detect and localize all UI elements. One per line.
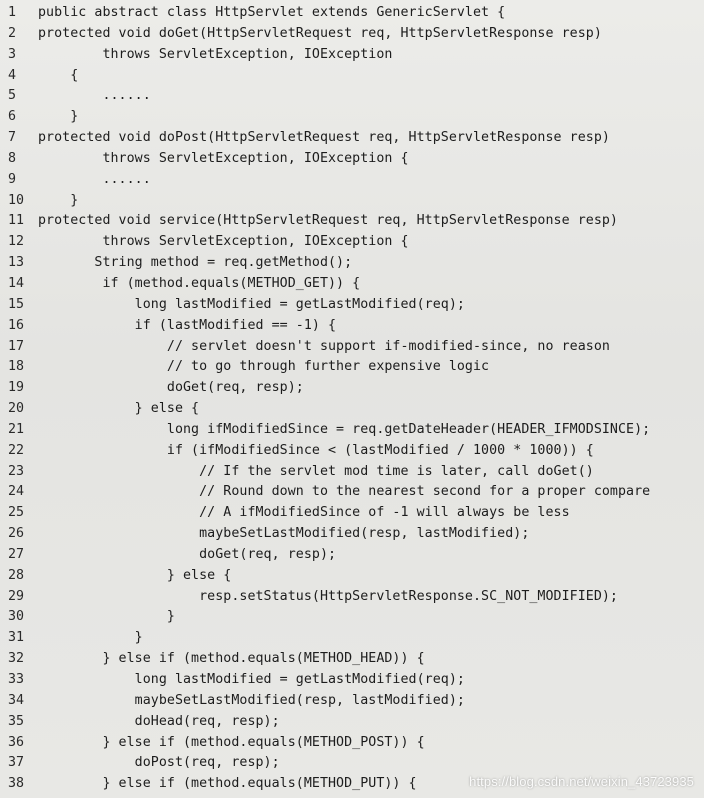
code-line	[0, 503, 704, 524]
line-code: public abstract class HttpServlet extends GenericServlet {	[38, 5, 506, 20]
code-line	[0, 733, 704, 754]
line-number: 3	[8, 46, 17, 62]
line-number: 14	[8, 275, 25, 291]
code-line	[0, 295, 704, 316]
code-line	[0, 566, 704, 587]
code-line	[0, 3, 704, 24]
code-line	[0, 66, 704, 87]
line-code: maybeSetLastModified(resp, lastModified);	[38, 692, 465, 708]
line-code: } else if (method.equals(METHOD_HEAD)) {	[38, 651, 425, 667]
code-line	[0, 628, 704, 649]
code-line	[0, 357, 704, 378]
line-code: doHead(req, resp);	[38, 713, 280, 729]
code-line	[0, 170, 704, 191]
line-code: String method = req.getMethod();	[38, 255, 353, 271]
code-line	[0, 607, 704, 628]
code-line	[0, 128, 704, 149]
line-number: 16	[8, 317, 25, 333]
line-code: doPost(req, resp);	[38, 755, 280, 771]
line-code: maybeSetLastModified(resp, lastModified);	[38, 526, 530, 542]
line-number: 19	[8, 380, 25, 396]
line-number: 2	[8, 25, 17, 41]
line-code: long lastModified = getLastModified(req);	[38, 296, 465, 312]
line-code: ......	[38, 171, 151, 187]
code-line	[0, 462, 704, 483]
line-number: 33	[8, 672, 25, 687]
line-number: 36	[8, 734, 25, 750]
line-number: 32	[8, 651, 25, 667]
code-line	[0, 649, 704, 670]
line-code: } else if (method.equals(METHOD_POST)) {	[38, 734, 425, 750]
line-code: {	[38, 67, 79, 83]
line-number: 25	[8, 505, 25, 521]
line-number: 22	[8, 442, 25, 458]
line-code: if (lastModified == -1) {	[38, 317, 337, 333]
code-line	[0, 524, 704, 545]
line-number: 11	[8, 213, 25, 229]
code-line	[0, 441, 704, 462]
line-number: 24	[8, 484, 25, 500]
line-number: 12	[8, 234, 25, 250]
code-line	[0, 378, 704, 399]
code-line	[0, 545, 704, 566]
line-code: if (method.equals(METHOD_GET)) {	[38, 275, 361, 291]
line-number: 31	[8, 630, 25, 646]
line-number: 18	[8, 359, 25, 375]
line-code: // Round down to the nearest second for a proper compare	[38, 484, 651, 500]
line-code: // servlet doesn't support if-modified-since, no reason	[38, 338, 610, 354]
line-number: 23	[8, 463, 25, 479]
code-line	[0, 232, 704, 253]
line-number: 34	[8, 692, 25, 708]
line-number: 1	[8, 5, 17, 20]
code-listing	[0, 3, 704, 795]
line-number: 29	[8, 588, 25, 604]
line-number: 26	[8, 526, 25, 542]
code-line	[0, 24, 704, 45]
line-code: } else {	[38, 401, 200, 417]
line-number: 17	[8, 338, 25, 354]
line-code: protected void service(HttpServletRequest req, HttpServletResponse resp)	[38, 213, 618, 229]
line-number: 7	[8, 130, 17, 146]
line-number: 4	[8, 67, 17, 83]
line-number: 15	[8, 296, 25, 312]
line-code: // to go through further expensive logic	[38, 359, 490, 375]
line-number: 30	[8, 609, 25, 625]
code-line	[0, 420, 704, 441]
code-line	[0, 253, 704, 274]
line-code: throws ServletException, IOException	[38, 46, 393, 62]
line-number: 5	[8, 88, 17, 104]
code-line	[0, 274, 704, 295]
watermark: https://blog.csdn.net/weixin_43723935	[469, 774, 694, 789]
line-code: resp.setStatus(HttpServletResponse.SC_NOT_MODIFIED);	[38, 588, 618, 604]
code-line	[0, 86, 704, 107]
line-code: }	[38, 109, 79, 125]
code-line	[0, 191, 704, 212]
line-code: } else {	[38, 567, 232, 583]
line-number: 38	[8, 776, 25, 792]
code-line	[0, 399, 704, 420]
line-code: throws ServletException, IOException {	[38, 234, 409, 250]
line-number: 10	[8, 192, 25, 208]
line-number: 37	[8, 755, 25, 771]
code-line	[0, 691, 704, 712]
line-code: }	[38, 192, 79, 208]
code-line	[0, 670, 704, 691]
line-code: ......	[38, 88, 151, 104]
code-line	[0, 149, 704, 170]
line-code: long lastModified = getLastModified(req);	[38, 672, 465, 687]
code-line	[0, 712, 704, 733]
line-code: protected void doPost(HttpServletRequest req, HttpServletResponse resp)	[38, 130, 610, 146]
line-code: // If the servlet mod time is later, call doGet()	[38, 463, 594, 479]
line-code: protected void doGet(HttpServletRequest req, HttpServletResponse resp)	[38, 25, 602, 41]
code-line	[0, 45, 704, 66]
line-code: throws ServletException, IOException {	[38, 150, 409, 166]
line-code: doGet(req, resp);	[38, 546, 337, 562]
code-line	[0, 337, 704, 358]
line-code: // A ifModifiedSince of -1 will always be less	[38, 505, 570, 521]
line-number: 27	[8, 546, 25, 562]
line-code: long ifModifiedSince = req.getDateHeader(HEADER_IFMODSINCE);	[38, 421, 651, 437]
line-number: 28	[8, 567, 25, 583]
line-number: 21	[8, 421, 25, 437]
code-line	[0, 753, 704, 774]
line-number: 35	[8, 713, 25, 729]
code-line	[0, 211, 704, 232]
line-code: } else if (method.equals(METHOD_PUT)) {	[38, 776, 417, 792]
line-number: 20	[8, 401, 25, 417]
code-line	[0, 482, 704, 503]
line-number: 9	[8, 171, 17, 187]
line-number: 13	[8, 255, 25, 271]
line-code: doGet(req, resp);	[38, 380, 304, 396]
code-line	[0, 316, 704, 337]
line-number: 8	[8, 150, 17, 166]
code-line	[0, 587, 704, 608]
line-code: }	[38, 609, 175, 625]
line-code: if (ifModifiedSince < (lastModified / 1000 * 1000)) {	[38, 442, 594, 458]
line-number: 6	[8, 109, 17, 125]
code-line	[0, 107, 704, 128]
line-code: }	[38, 630, 143, 646]
